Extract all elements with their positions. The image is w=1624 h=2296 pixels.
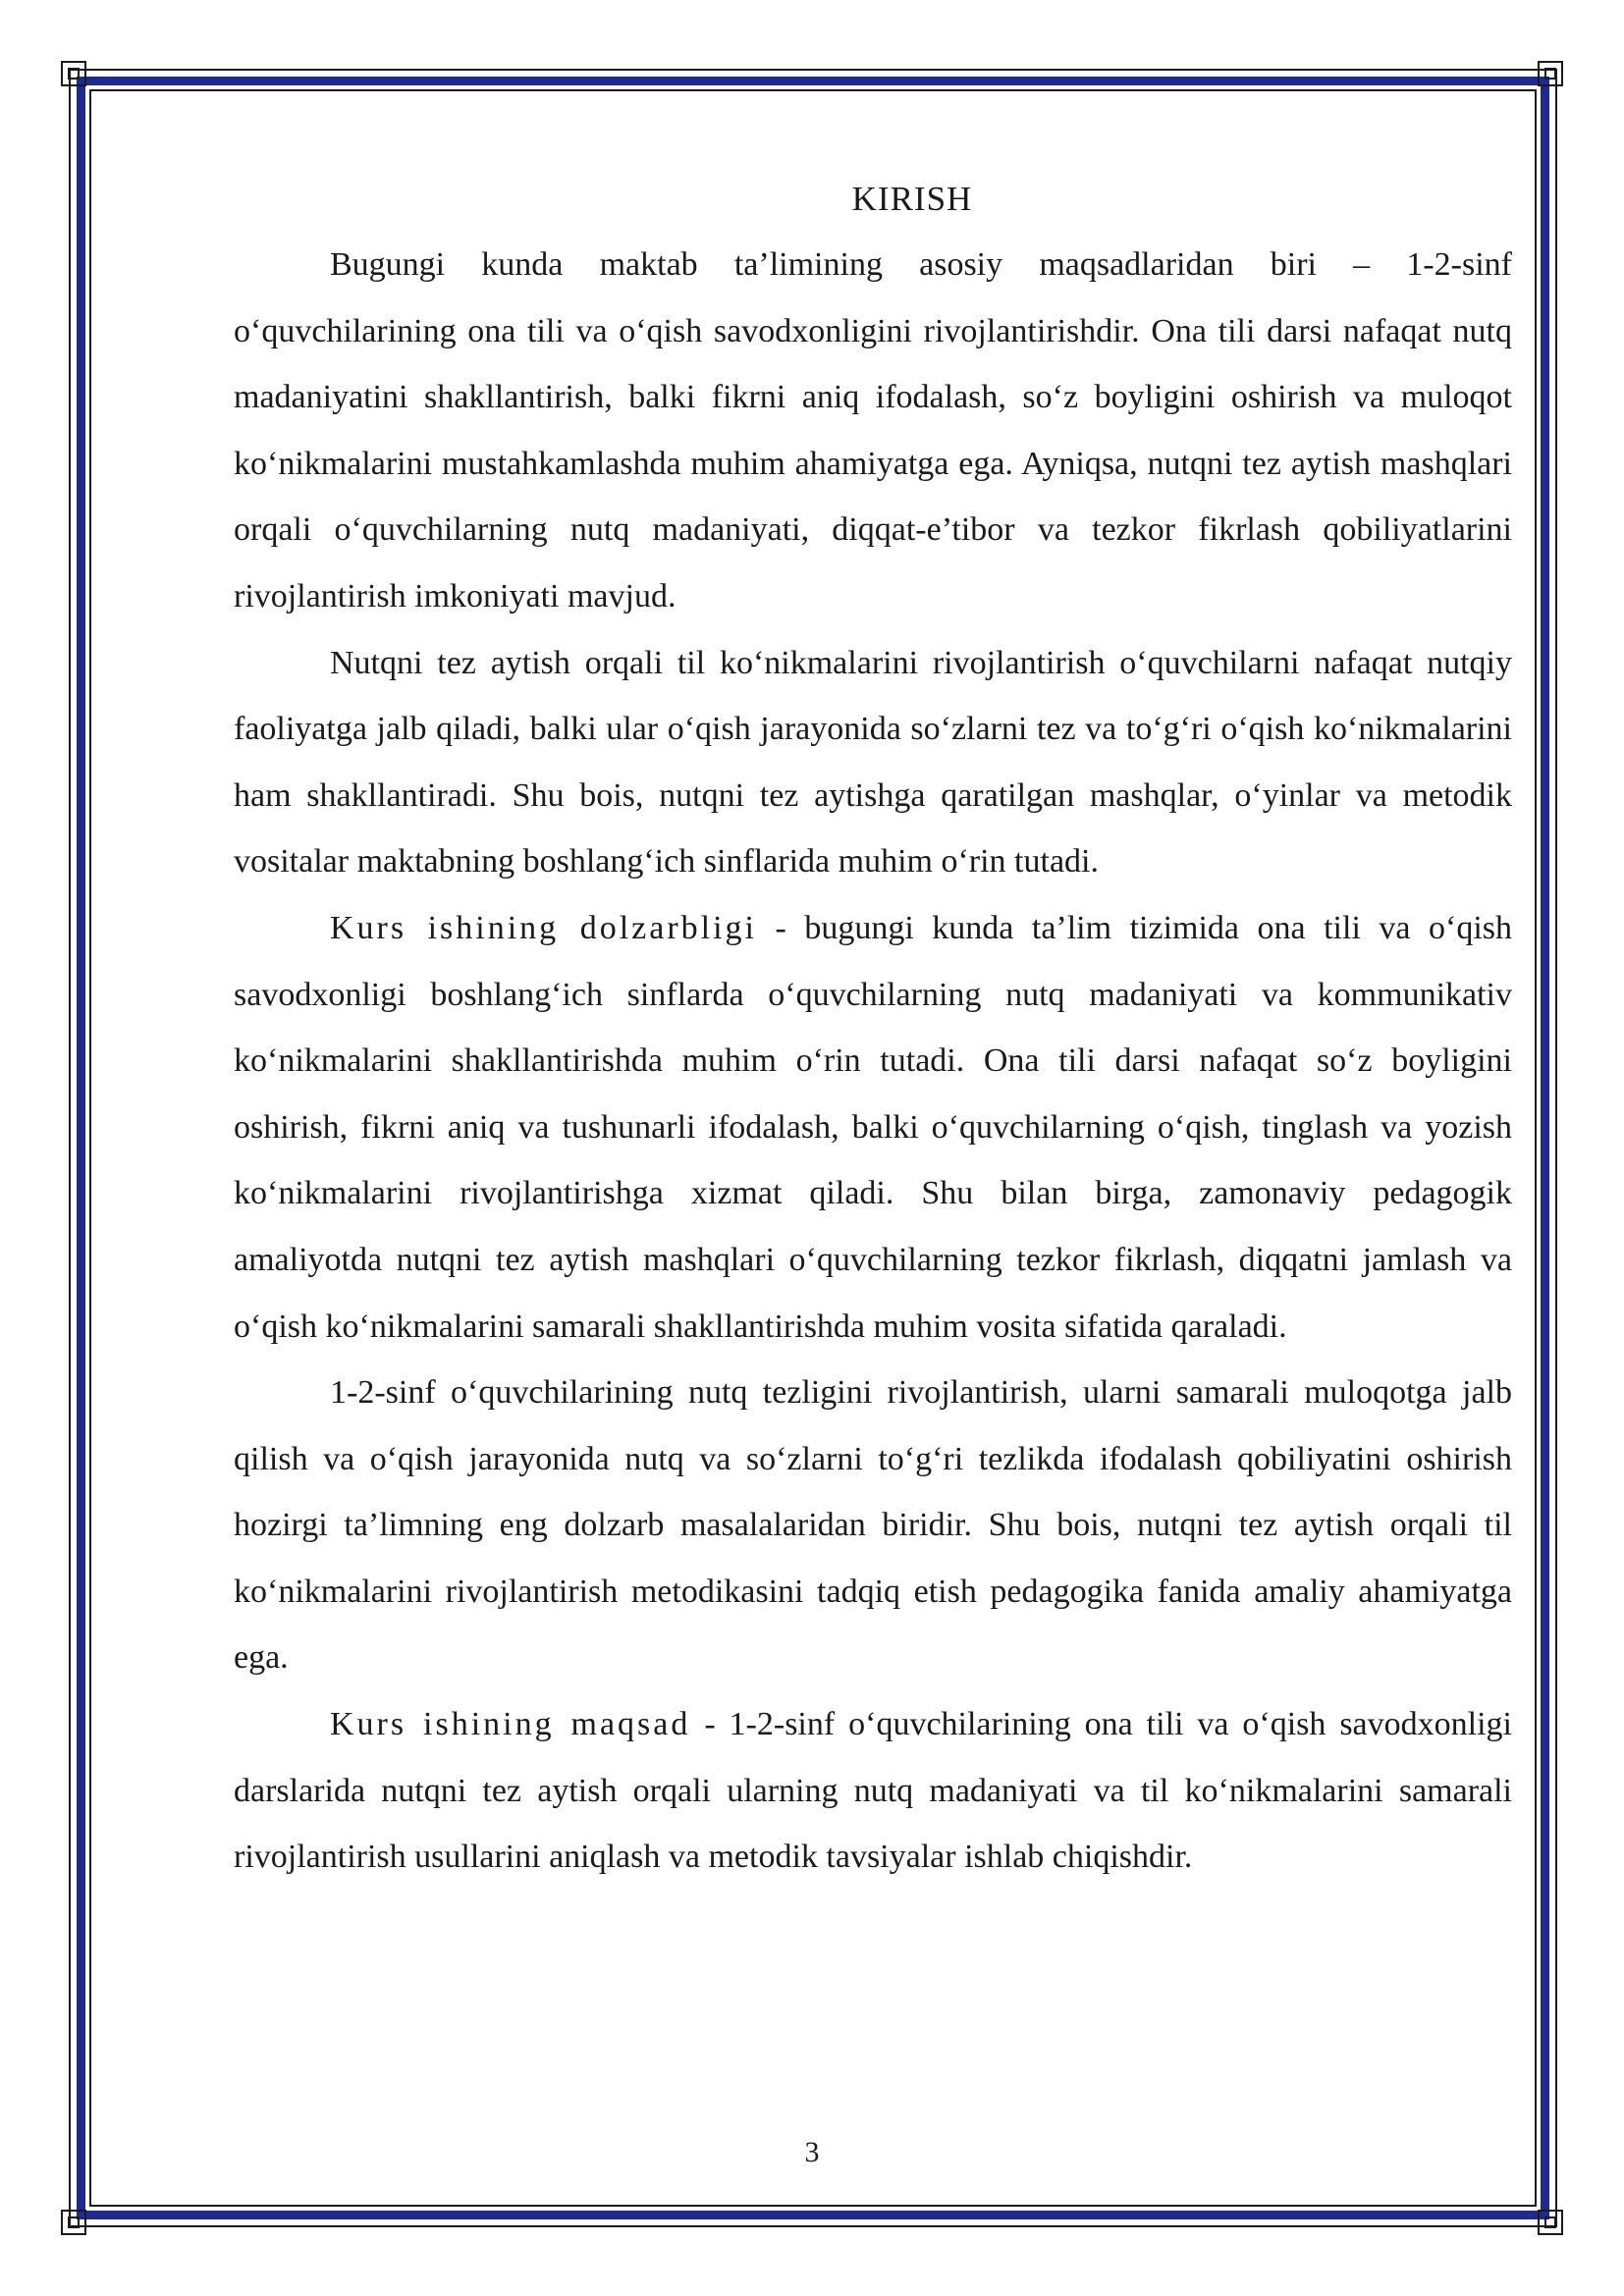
- frame-corner-ornament: [1538, 2210, 1563, 2235]
- frame-corner-ornament: [1538, 61, 1563, 86]
- paragraph-goal: [234, 1691, 1512, 1891]
- frame-corner-ornament: [61, 61, 86, 86]
- paragraph-text: 1-2-sinf o‘quvchilarining nutq tezligini rivojlantirish, ularni samarali muloqotga jalb qilish va o‘qish jarayonida nutq va so‘zlarni to‘g‘ri tezlikda ifodalash qobiliyatini oshirish hozirgi ta’limning eng dolzarb masalalaridan biridir. Shu bois, nutqni tez aytish orqali til ko‘nikmalarini rivojlantirish metodikasini tadqiq etish pedagogika fanida amaliy ahamiyatga ega.: [234, 1374, 1512, 1677]
- paragraph-4: [234, 1360, 1512, 1691]
- page-number: 3: [804, 2136, 820, 2168]
- paragraph-relevance: [234, 895, 1512, 1360]
- paragraph-2: [234, 630, 1512, 895]
- paragraph-lead: Kurs ishining dolzarbligi: [330, 909, 757, 946]
- paragraph-text: Bugungi kunda maktab ta’limining asosiy maqsadlaridan biri – 1-2-sinf o‘quvchilarining ona tili va o‘qish savodxonligini rivojlantirishdir. Ona tili darsi nafaqat nutq madaniyatini shakllantirish, balki fikrni aniq ifodalash, so‘z boyligini oshirish va muloqot ko‘nikmalarini mustahkamlashda muhim ahamiyatga ega. Ayniqsa, nutqni tez aytish mashqlari orqali o‘quvchilarning nutq madaniyati, diqqat-e’tibor va tezkor fikrlash qobiliyatlarini rivojlantirish imkoniyati mavjud.: [234, 246, 1512, 614]
- paragraph-text: Nutqni tez aytish orqali til ko‘nikmalarini rivojlantirish o‘quvchilarni nafaqat nutqiy faoliyatga jalb qiladi, balki ular o‘qish jarayonida so‘zlarni tez va to‘g‘ri o‘qish ko‘nikmalarini ham shakllantiradi. Shu bois, nutqni tez aytishga qaratilgan mashqlar, o‘yinlar va metodik vositalar maktabning boshlang‘ich sinflarida muhim o‘rin tutadi.: [234, 644, 1512, 881]
- paragraph-text: - bugungi kunda ta’lim tizimida ona tili va o‘qish savodxonligi boshlang‘ich sinflarda o‘quvchilarning nutq madaniyati va kommunikativ ko‘nikmalarini shakllantirishda muhim o‘rin tutadi. Ona tili darsi nafaqat so‘z boyligini oshirish, fikrni aniq va tushunarli ifodalash, balki o‘quvchilarning o‘qish, tinglash va yozish ko‘nikmalarini rivojlantirishga xizmat qiladi. Shu bilan birga, zamonaviy pedagogik amaliyotda nutqni tez aytish mashqlari o‘quvchilarning tezkor fikrlash, diqqatni jamlash va o‘qish ko‘nikmalarini samarali shakllantirishda muhim vosita sifatida qaraladi.: [234, 909, 1512, 1345]
- document-body: [234, 173, 1512, 1891]
- frame-corner-ornament: [61, 2210, 86, 2235]
- paragraph-lead: Kurs ishining maqsad: [330, 1706, 691, 1743]
- paragraph-1: [234, 232, 1512, 630]
- paragraph-text: - 1-2-sinf o‘quvchilarining ona tili va o‘qish savodxonligi darslarida nutqni tez aytish orqali ularning nutq madaniyati va til ko‘nikmalarini samarali rivojlantirish usullarini aniqlash va metodik tavsiyalar ishlab chiqishdir.: [234, 1706, 1512, 1876]
- section-title: KIRISH: [851, 180, 973, 218]
